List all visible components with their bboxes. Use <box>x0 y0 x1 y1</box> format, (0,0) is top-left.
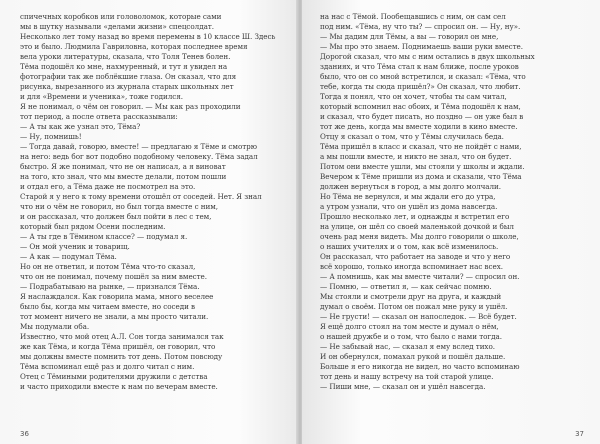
text-line: и отдал его, а Тёма даже не посмотрел на это. <box>20 182 196 191</box>
text-line: Вечером к Тёме пришли из дома и сказали, что Тёма <box>320 172 522 181</box>
text-line: — Мы дадим для Тёмы, а вы — говорил он мне, <box>320 32 499 41</box>
left-page-number: 36 <box>20 430 29 438</box>
left-page-text <box>20 12 284 392</box>
text-line: это и было. Людмила Гавриловна, которая последнее время <box>20 42 248 51</box>
text-line: — Мы про это знаем. Поднимаешь ваши руки вместе. <box>320 42 523 51</box>
text-line: на того, кто знал, что мы вместе делали, потом пошли <box>20 172 227 181</box>
text-line: очень рад меня видеть. Мы долго говорили о школе, <box>320 232 519 241</box>
right-page-number: 37 <box>575 430 584 438</box>
text-line: тот же день, когда мы вместе ходили в кино вместе. <box>320 122 518 131</box>
text-line: тот день и нашу встречу на той старой улице. <box>320 372 494 381</box>
text-line: а мы пошли вместе, и никто не знал, что он будет. <box>320 152 512 161</box>
text-line: Потом они вместе ушли, мы стояли у школы и ждали. <box>320 162 525 171</box>
text-line: что он не понимал, почему пошёл за ним вместе. <box>20 272 207 281</box>
text-line: Несколько лет тому назад во время перемены в 10 классе Ш. Здесь <box>20 32 276 41</box>
text-line: и часто приходили вместе к нам по вечерам вместе. <box>20 382 218 391</box>
text-line: Я наслаждался. Как говорила мама, много веселее <box>20 292 214 301</box>
text-line: Известно, что мой отец А.Л. Сон тогда занимался так <box>20 332 224 341</box>
text-line: на нас с Тёмой. Пообещавшись с ним, он сам сел <box>320 12 506 21</box>
text-line: зданиях, и что Тёма стал к нам ближе, после уроков <box>320 62 519 71</box>
text-line: всё хорошо, только иногда вспоминает нас всех. <box>320 262 503 271</box>
text-line: Тогда я понял, что он хочет, чтобы ты сам читал, <box>320 92 507 101</box>
text-line: и сказал, что будет писать, но поздно — он уже был в <box>320 112 524 121</box>
text-line: думал о своём. Потом он пожал мне руку и ушёл. <box>320 302 508 311</box>
text-line: И он обернулся, помахал рукой и пошёл дальше. <box>320 352 506 361</box>
text-line: о нашей дружбе и о том, что было с нами тогда. <box>320 332 502 341</box>
text-line: Мы стояли и смотрели друг на друга, и каждый <box>320 292 502 301</box>
text-line: Я ещё долго стоял на том месте и думал о нём, <box>320 322 499 331</box>
text-line: Тёма пришёл в класс и сказал, что не пойдёт с нами, <box>320 142 522 151</box>
text-line: спичечных коробков или головоломок, которые сами <box>20 12 222 21</box>
text-line: — А ты где в Тёмином классе? — подумал я. <box>20 232 188 241</box>
text-line: о наших учителях и о том, как всё изменилось. <box>320 242 499 251</box>
text-line: Тёма подошёл ко мне, нахмуренный, и тут я увидел на <box>20 62 228 71</box>
text-line: — Подрабатываю на рынке, — признался Тёма. <box>20 282 200 291</box>
text-line: Я не понимал, о чём он говорил. — Мы как раз проходили <box>20 102 241 111</box>
text-line: вела уроки литературы, сказала, что Толя Тенев болен. <box>20 52 231 61</box>
text-line: должен вернуться в город, а мы долго молчали. <box>320 182 502 191</box>
text-line: что ни о чём не говорил, но был тогда вместе с ним, <box>20 202 219 211</box>
text-line: Но Тёма не вернулся, и мы ждали его до утра, <box>320 192 496 201</box>
text-line: Отцу я сказал о том, что у Тёмы случилась беда. <box>320 132 504 141</box>
text-line: — Ну, помнишь! <box>20 132 82 141</box>
text-line: который был рядом Осени последним. <box>20 222 166 231</box>
text-line: а утром узнали, что он ушёл из дома навсегда. <box>320 202 498 211</box>
text-line: на него: ведь бог вот подобно подобному человеку. Тёма задал <box>20 152 258 161</box>
text-line: тот период, а после ответа рассказывали: <box>20 112 178 121</box>
text-line: — Тогда давай, говорю, вместе! — предлагаю я Тёме и смотрю <box>20 142 257 151</box>
text-line: — Не грусти! — сказал он напоследок. — Всё будет. <box>320 312 517 321</box>
text-line: Старой я у него к тому времени отошёл от соседей. Нет. Я знал <box>20 192 262 201</box>
text-line: — Он мой ученик и товарищ. <box>20 242 130 251</box>
text-line: фотографии так же поблёкшие глаза. Он сказал, что для <box>20 72 237 81</box>
left-page <box>0 0 298 444</box>
text-line: Прошло несколько лет, и однажды я встретил его <box>320 212 510 221</box>
text-line: Мы подумали оба. <box>20 322 90 331</box>
text-line: — А помнишь, как мы вместе читали? — спросил он. <box>320 272 520 281</box>
text-line: — Не забывай нас, — сказал я ему вслед тихо. <box>320 342 495 351</box>
text-line: рисунка, вырезанного из журнала старых школьных лет <box>20 82 234 91</box>
text-line: Больше я его никогда не видел, но часто вспоминаю <box>320 362 520 371</box>
text-line: Тёма вспоминал ещё раз и долго читал с ним. <box>20 362 195 371</box>
text-line: Но он не ответил, и потом Тёма что-то сказал, <box>20 262 196 271</box>
text-line: тебе, когда ты сюда пришёл?» Он сказал, что любит. <box>320 82 521 91</box>
text-line: — А как — подумал Тёма. <box>20 252 117 261</box>
text-line: было, что он со мной встретился, и сказал: «Тёма, что <box>320 72 526 81</box>
text-line: — Помню, — ответил я, — как сейчас помню. <box>320 282 492 291</box>
text-line: Дорогой сказал, что мы с ним остались в двух школьных <box>320 52 535 61</box>
text-line: мы должны вместе помнить тот день. Потом повсюду <box>20 352 223 361</box>
right-page-text <box>320 12 584 392</box>
text-line: и для «Времени и ученика», тоже годился. <box>20 92 183 101</box>
text-line: мы в шутку называли «делами жизни» спецсолдат. <box>20 22 214 31</box>
text-line: — А ты как же узнал это, Тёма? <box>20 122 141 131</box>
text-line: тот момент ничего не знали, а мы просто читали. <box>20 312 209 321</box>
text-line: на улице, он шёл со своей маленькой дочкой и был <box>320 222 514 231</box>
text-line: Он рассказал, что работает на заводе и что у него <box>320 252 511 261</box>
right-page <box>302 0 600 444</box>
text-line: под ним. «Тёма, ну что ты? — спросил он. — Ну, ну». <box>320 22 521 31</box>
text-line: же как Тёма, и когда Тёма пришёл, он говорил, что <box>20 342 216 351</box>
text-line: было бы, когда мы читаем вместе, но соседи в <box>20 302 196 311</box>
text-line: и он рассказал, что должен был пойти в лес с тем, <box>20 212 212 221</box>
text-line: — Пиши мне, — сказал он и ушёл навсегда. <box>320 382 486 391</box>
text-line: Отец с Тёмиными родителями дружили с детства <box>20 372 208 381</box>
text-line: быстро. Я же понимал, что не он написал, а я виноват <box>20 162 226 171</box>
text-line: который вспомнил нас обоих, и Тёма подошёл к нам, <box>320 102 521 111</box>
